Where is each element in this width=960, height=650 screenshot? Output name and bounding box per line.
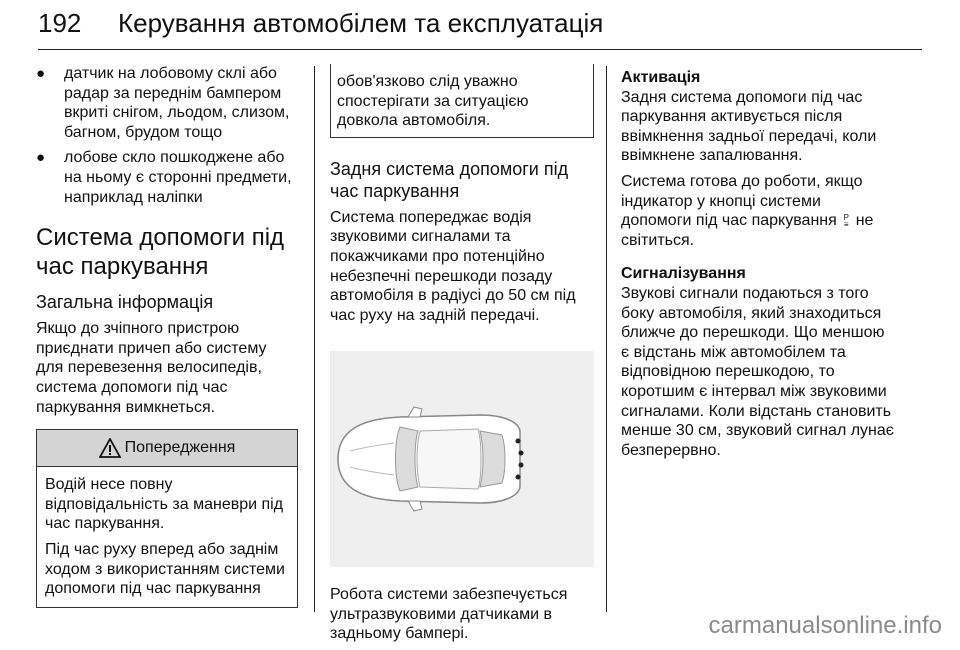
warning-triangle-icon [99, 438, 121, 458]
parking-assist-icon: P ≡ [843, 212, 849, 229]
activation-text-before-icon: Система готова до роботи, якщо індикатор у кнопці системи допомоги під час паркування [621, 172, 863, 230]
activation-paragraph: Задня система допомоги під час паркування активується після ввімкнення задньої передачі, коли ввімкнене запалювання. [621, 88, 877, 165]
signalling-paragraph: Звукові сигнали подаються з того боку автомобіля, який знаходиться ближче до перешкоди. Що меншою є відстань між автомобілем та відповідною перешкодою, то коротшим є інтервал між звуковими сигналами. Коли відстань становить менше 30 см, звуковий сигнал лунає безперервно. [621, 284, 894, 459]
warning-title: Попередження [124, 439, 236, 457]
activation-heading: Активація [621, 69, 701, 86]
page-header [38, 6, 922, 50]
bullet-dot: ● [36, 65, 46, 82]
rear-parking-assist-paragraph: Система попереджає водія звуковими сигналами та покажчиками про потенційно небезпечні перешкоди позаду автомобіля в радіусі до 50 см під час руху на задній передачі. [330, 208, 576, 324]
car-sensor-illustration [330, 351, 594, 567]
page-title: Керування автомобілем та експлуатація [118, 8, 604, 38]
warning-box-continued [330, 64, 594, 138]
bullet-text: датчик на лобовому склі або радар за переднім бампером вкриті снігом, льодом, слизом, багном, брудом тощо [64, 65, 290, 141]
column-left [36, 64, 298, 608]
warning-header [37, 430, 297, 467]
bullet-text: лобове скло пошкоджене або на ньому є сторонні предмети, наприклад наліпки [64, 149, 292, 206]
signalling-heading: Сигналізування [621, 265, 746, 283]
watermark: carmanualsonline.info [708, 612, 942, 639]
activation-paragraph-2 [621, 172, 895, 250]
page-number: 192 [38, 8, 82, 38]
bullet-item [36, 64, 298, 142]
warning-box [36, 429, 298, 608]
illustration-caption: Робота системи забезпечується ультразвуковими датчиками в задньому бампері. [330, 585, 568, 643]
header-rule [38, 49, 922, 50]
bullet-item [36, 148, 298, 207]
column-right [621, 64, 895, 466]
column-divider-right [606, 66, 607, 612]
warning-paragraph: Під час руху вперед або заднім ходом з використанням системи допомоги під час паркування [45, 540, 285, 598]
general-info-paragraph: Якщо до зчіпного пристрою приєднати причеп або систему для перевезення велосипедів, система допомоги під час паркування вимкнеться. [36, 320, 267, 416]
warning-paragraph: Водій несе повну відповідальність за маневри під час паркування. [45, 476, 284, 533]
activation-text-after-icon: не світиться. [621, 212, 874, 249]
rear-parking-assist-heading: Задня система допомоги під час паркування [330, 158, 569, 201]
section-heading: Система допомоги під час паркування [36, 224, 285, 281]
subheading-general-info: Загальна інформація [36, 292, 214, 313]
warning-paragraph: обов'язково слід уважно спостерігати за ситуацією довкола автомобіля. [337, 73, 529, 130]
warning-body [37, 467, 297, 607]
column-middle [330, 64, 594, 650]
column-divider-left [314, 66, 315, 612]
bullet-dot: ● [36, 149, 46, 167]
